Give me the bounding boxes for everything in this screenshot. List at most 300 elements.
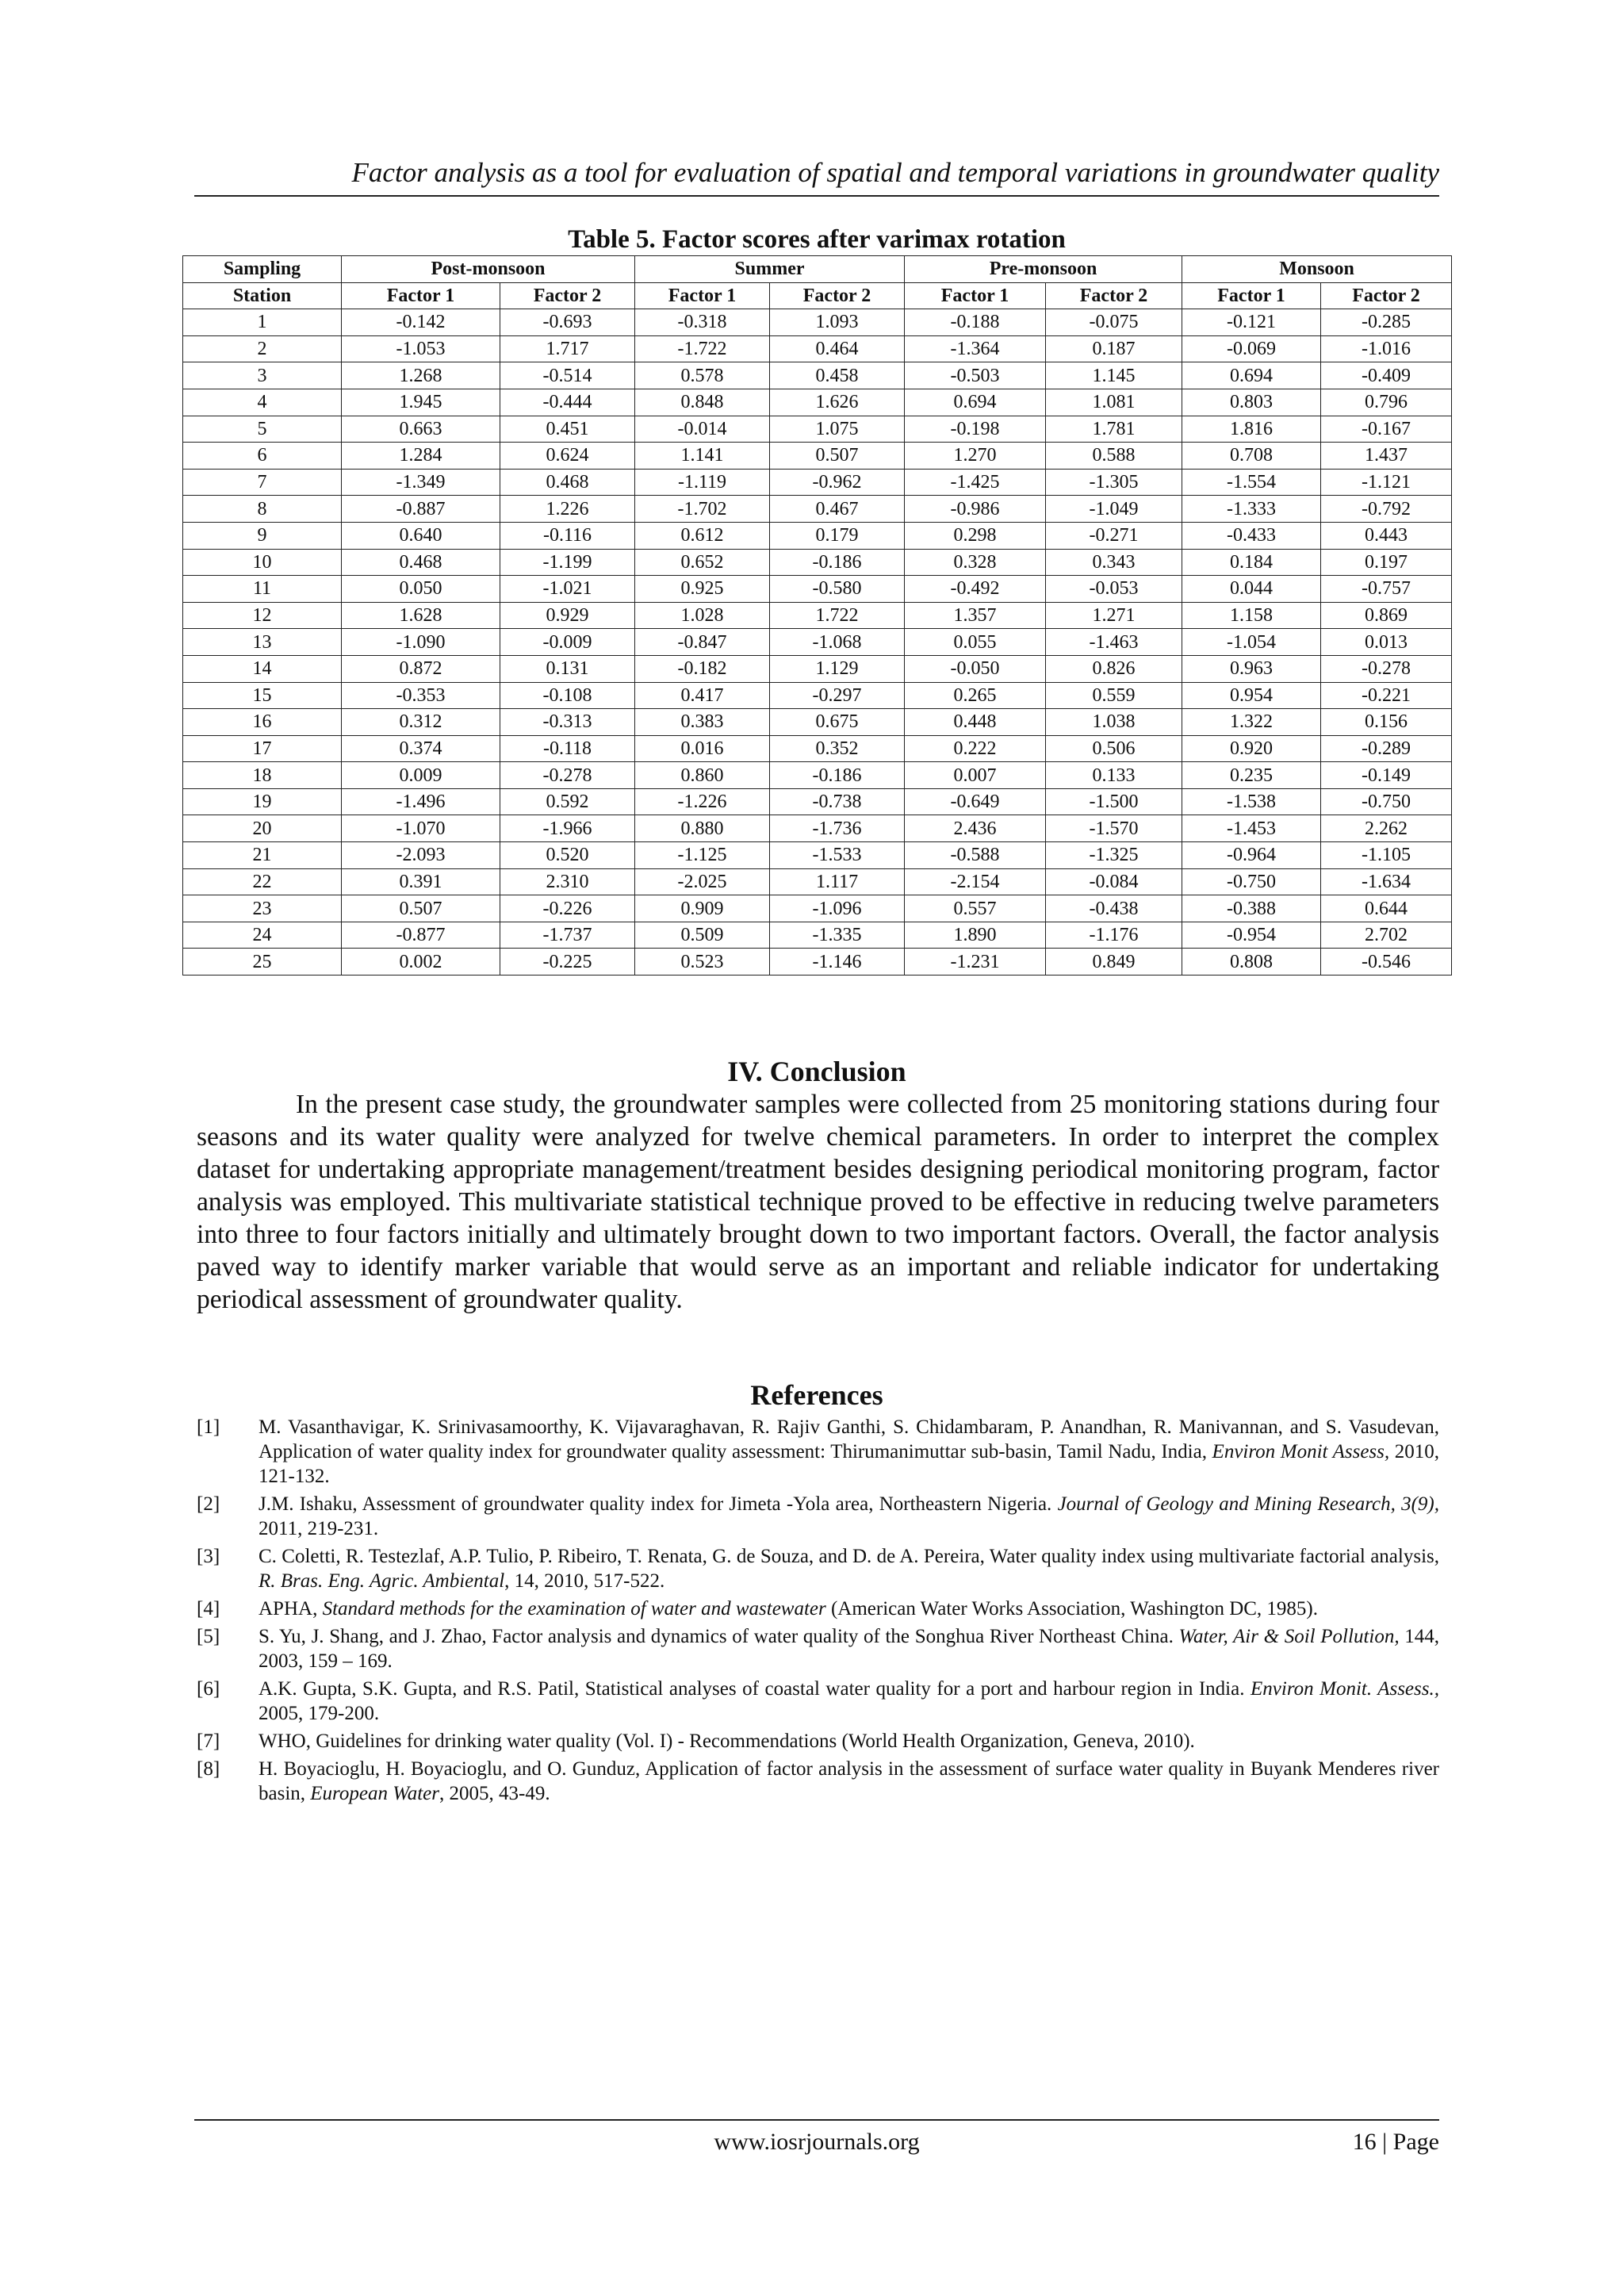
score-cell: 1.890 <box>905 922 1046 949</box>
reference-number: [4] <box>197 1598 220 1619</box>
score-cell: -1.231 <box>905 949 1046 976</box>
score-cell: 0.055 <box>905 629 1046 656</box>
station-cell: 4 <box>183 389 342 416</box>
factor-scores-table <box>182 255 1452 976</box>
score-cell: 0.624 <box>500 443 635 470</box>
footer-rule <box>194 2119 1439 2121</box>
station-cell: 25 <box>183 949 342 976</box>
score-cell: 1.717 <box>500 335 635 362</box>
score-cell: 0.803 <box>1182 389 1321 416</box>
score-cell: -1.096 <box>770 895 905 922</box>
station-cell: 14 <box>183 655 342 682</box>
score-cell: 1.028 <box>635 602 770 629</box>
footer-page-number: 16 | Page <box>1352 2129 1439 2155</box>
reference-number: [3] <box>197 1546 220 1567</box>
score-cell: 0.578 <box>635 362 770 389</box>
score-cell: 1.081 <box>1046 389 1182 416</box>
table-caption: Table 5. Factor scores after varimax rotation <box>568 225 1066 254</box>
score-cell: -0.649 <box>905 788 1046 815</box>
score-cell: -1.736 <box>770 815 905 842</box>
score-cell: 0.352 <box>770 735 905 762</box>
reference-body: A.K. Gupta, S.K. Gupta, and R.S. Patil, Statistical analyses of coastal water quality for a port and harbour region in India. <box>259 1678 1251 1700</box>
score-cell: 0.559 <box>1046 682 1182 709</box>
score-cell: 0.612 <box>635 522 770 549</box>
score-cell: -1.070 <box>342 815 500 842</box>
reference-journal: Environ Monit. Assess., <box>1251 1678 1439 1700</box>
score-cell: -0.050 <box>905 655 1046 682</box>
score-cell: 0.708 <box>1182 443 1321 470</box>
conclusion-title: IV. Conclusion <box>727 1056 906 1087</box>
reference-text <box>259 1415 1439 1489</box>
score-cell: 1.075 <box>770 416 905 443</box>
table-row <box>183 788 1452 815</box>
score-cell: 0.184 <box>1182 549 1321 576</box>
score-cell: 1.626 <box>770 389 905 416</box>
reference-number: [5] <box>197 1626 220 1647</box>
score-cell: 0.197 <box>1321 549 1452 576</box>
reference-number: [7] <box>197 1731 220 1752</box>
reference-item <box>197 1415 1439 1489</box>
score-cell: -0.142 <box>342 309 500 336</box>
score-cell: 0.507 <box>770 443 905 470</box>
reference-text <box>259 1624 1439 1673</box>
score-cell: 2.702 <box>1321 922 1452 949</box>
reference-tail: 144, 2003, 159 – 169. <box>259 1626 1440 1672</box>
score-cell: 0.448 <box>905 709 1046 736</box>
conclusion-body <box>197 1088 1439 1316</box>
score-cell: 1.129 <box>770 655 905 682</box>
score-cell: -0.198 <box>905 416 1046 443</box>
score-cell: 0.383 <box>635 709 770 736</box>
reference-tail: 2011, 219-231. <box>259 1518 379 1539</box>
reference-item <box>197 1492 1439 1541</box>
score-cell: -1.463 <box>1046 629 1182 656</box>
station-cell: 9 <box>183 522 342 549</box>
score-cell: 0.265 <box>905 682 1046 709</box>
table-row <box>183 522 1452 549</box>
score-cell: 0.509 <box>635 922 770 949</box>
score-cell: -1.737 <box>500 922 635 949</box>
score-cell: -1.105 <box>1321 842 1452 869</box>
score-cell: 0.328 <box>905 549 1046 576</box>
score-cell: -0.877 <box>342 922 500 949</box>
score-cell: -0.186 <box>770 762 905 789</box>
score-cell: -1.176 <box>1046 922 1182 949</box>
score-cell: 0.663 <box>342 416 500 443</box>
score-cell: 1.628 <box>342 602 500 629</box>
score-cell: 1.437 <box>1321 443 1452 470</box>
score-cell: -1.016 <box>1321 335 1452 362</box>
score-cell: -0.738 <box>770 788 905 815</box>
reference-journal: European Water <box>310 1783 440 1804</box>
table-row <box>183 655 1452 682</box>
score-cell: 1.145 <box>1046 362 1182 389</box>
table-row <box>183 469 1452 496</box>
score-cell: 1.781 <box>1046 416 1182 443</box>
score-cell: -1.121 <box>1321 469 1452 496</box>
conclusion-paragraph: In the present case study, the groundwater samples were collected from 25 monitoring stations during four seasons and its water quality were analyzed for twelve chemical parameters. In order to interpret the complex dataset for undertaking appropriate management/treatment besides designing periodical monitoring program, factor analysis was employed. This multivariate statistical technique proved to be effective in reducing twelve parameters into three to four factors initially and ultimately brought down to two important factors. Overall, the factor analysis paved way to identify marker variable that would serve as an important and reliable indicator for undertaking periodical assessment of groundwater quality. <box>197 1090 1439 1314</box>
score-cell: -1.722 <box>635 335 770 362</box>
station-cell: 18 <box>183 762 342 789</box>
reference-text <box>259 1677 1439 1726</box>
reference-body: C. Coletti, R. Testezlaf, A.P. Tulio, P. Ribeiro, T. Renata, G. de Souza, and D. de A. Pereira, Water quality index using multivariate factorial analysis, <box>259 1546 1439 1567</box>
score-cell: -0.014 <box>635 416 770 443</box>
score-cell: -1.453 <box>1182 815 1321 842</box>
score-cell: -0.353 <box>342 682 500 709</box>
score-cell: -0.964 <box>1182 842 1321 869</box>
score-cell: 2.436 <box>905 815 1046 842</box>
score-cell: -1.125 <box>635 842 770 869</box>
reference-number: [2] <box>197 1493 220 1515</box>
score-cell: 0.872 <box>342 655 500 682</box>
table-row <box>183 949 1452 976</box>
score-cell: 0.016 <box>635 735 770 762</box>
table-row <box>183 815 1452 842</box>
score-cell: -0.285 <box>1321 309 1452 336</box>
table-row <box>183 868 1452 895</box>
station-cell: 7 <box>183 469 342 496</box>
score-cell: -0.503 <box>905 362 1046 389</box>
reference-body: APHA, <box>259 1598 323 1619</box>
score-cell: 0.464 <box>770 335 905 362</box>
score-cell: 1.117 <box>770 868 905 895</box>
score-cell: 0.417 <box>635 682 770 709</box>
reference-body: WHO, Guidelines for drinking water quality (Vol. I) - Recommendations (World Health Organization, Geneva, 2010). <box>259 1731 1195 1752</box>
table-row <box>183 576 1452 603</box>
score-cell: 0.222 <box>905 735 1046 762</box>
reference-body: S. Yu, J. Shang, and J. Zhao, Factor analysis and dynamics of water quality of the Songhua River Northeast China. <box>259 1626 1179 1647</box>
score-cell: 0.312 <box>342 709 500 736</box>
score-cell: -0.962 <box>770 469 905 496</box>
score-cell: 0.451 <box>500 416 635 443</box>
score-cell: 0.235 <box>1182 762 1321 789</box>
score-cell: 0.694 <box>905 389 1046 416</box>
reference-item <box>197 1624 1439 1673</box>
score-cell: 0.050 <box>342 576 500 603</box>
score-cell: -2.154 <box>905 868 1046 895</box>
score-cell: -1.500 <box>1046 788 1182 815</box>
score-cell: 0.131 <box>500 655 635 682</box>
score-cell: 1.722 <box>770 602 905 629</box>
season-header: Monsoon <box>1182 256 1452 283</box>
score-cell: -0.792 <box>1321 496 1452 523</box>
station-cell: 2 <box>183 335 342 362</box>
station-cell: 16 <box>183 709 342 736</box>
score-cell: 0.848 <box>635 389 770 416</box>
score-cell: 0.925 <box>635 576 770 603</box>
score-cell: -1.538 <box>1182 788 1321 815</box>
running-header: Factor analysis as a tool for evaluation of spatial and temporal variations in groundwater quality <box>351 157 1439 188</box>
score-cell: -1.364 <box>905 335 1046 362</box>
score-cell: -0.514 <box>500 362 635 389</box>
reference-item <box>197 1596 1439 1621</box>
score-cell: 1.158 <box>1182 602 1321 629</box>
score-cell: 0.187 <box>1046 335 1182 362</box>
score-cell: 0.869 <box>1321 602 1452 629</box>
reference-item <box>197 1544 1439 1593</box>
score-cell: 0.954 <box>1182 682 1321 709</box>
score-cell: 1.816 <box>1182 416 1321 443</box>
score-cell: 0.588 <box>1046 443 1182 470</box>
score-cell: -1.702 <box>635 496 770 523</box>
reference-tail: , 2005, 43-49. <box>439 1783 550 1804</box>
station-header: Sampling <box>183 256 342 283</box>
score-cell: -0.221 <box>1321 682 1452 709</box>
score-cell: -1.119 <box>635 469 770 496</box>
score-cell: -0.118 <box>500 735 635 762</box>
score-cell: 1.226 <box>500 496 635 523</box>
factor-header: Factor 1 <box>1182 282 1321 309</box>
score-cell: 0.007 <box>905 762 1046 789</box>
score-cell: -1.533 <box>770 842 905 869</box>
header-row-seasons <box>183 256 1452 283</box>
reference-item <box>197 1729 1439 1754</box>
score-cell: 0.640 <box>342 522 500 549</box>
score-cell: -1.090 <box>342 629 500 656</box>
score-cell: -1.325 <box>1046 842 1182 869</box>
station-cell: 8 <box>183 496 342 523</box>
reference-tail: , 14, 2010, 517-522. <box>504 1570 665 1592</box>
table-row <box>183 549 1452 576</box>
score-cell: 0.458 <box>770 362 905 389</box>
reference-list <box>197 1415 1439 1809</box>
score-cell: 0.002 <box>342 949 500 976</box>
reference-journal: Journal of Geology and Mining Research, 3(9), <box>1057 1493 1439 1515</box>
score-cell: -0.847 <box>635 629 770 656</box>
score-cell: -0.108 <box>500 682 635 709</box>
reference-journal: Environ Monit Assess, <box>1212 1441 1390 1462</box>
score-cell: -1.053 <box>342 335 500 362</box>
score-cell: -0.318 <box>635 309 770 336</box>
score-cell: -0.297 <box>770 682 905 709</box>
reference-text <box>259 1729 1439 1754</box>
factor-header: Factor 2 <box>1046 282 1182 309</box>
table-body <box>183 309 1452 976</box>
score-cell: -0.116 <box>500 522 635 549</box>
reference-item <box>197 1677 1439 1726</box>
station-cell: 24 <box>183 922 342 949</box>
score-cell: 1.357 <box>905 602 1046 629</box>
score-cell: 0.849 <box>1046 949 1182 976</box>
score-cell: -0.887 <box>342 496 500 523</box>
score-cell: -0.225 <box>500 949 635 976</box>
station-cell: 11 <box>183 576 342 603</box>
score-cell: -1.199 <box>500 549 635 576</box>
score-cell: -0.750 <box>1321 788 1452 815</box>
table-row <box>183 309 1452 336</box>
station-cell: 1 <box>183 309 342 336</box>
table-row <box>183 335 1452 362</box>
table-row <box>183 443 1452 470</box>
score-cell: 0.808 <box>1182 949 1321 976</box>
table-row <box>183 389 1452 416</box>
factor-header: Factor 1 <box>342 282 500 309</box>
score-cell: -1.966 <box>500 815 635 842</box>
score-cell: -0.182 <box>635 655 770 682</box>
score-cell: 0.520 <box>500 842 635 869</box>
reference-body: H. Boyacioglu, H. Boyacioglu, and O. Gunduz, Application of factor analysis in the assessment of surface water quality in Buyank Menderes river basin, <box>259 1758 1439 1804</box>
score-cell: 1.284 <box>342 443 500 470</box>
score-cell: 0.468 <box>342 549 500 576</box>
table-row <box>183 922 1452 949</box>
reference-tail: 2005, 179-200. <box>259 1703 380 1724</box>
table-row <box>183 842 1452 869</box>
score-cell: -0.580 <box>770 576 905 603</box>
reference-text <box>259 1492 1439 1541</box>
score-cell: -1.335 <box>770 922 905 949</box>
station-cell: 13 <box>183 629 342 656</box>
season-header: Summer <box>635 256 905 283</box>
station-cell: 12 <box>183 602 342 629</box>
score-cell: 0.963 <box>1182 655 1321 682</box>
score-cell: -0.313 <box>500 709 635 736</box>
reference-tail: 2010, 121-132. <box>259 1441 1439 1487</box>
score-cell: -0.954 <box>1182 922 1321 949</box>
score-cell: -0.388 <box>1182 895 1321 922</box>
score-cell: 0.920 <box>1182 735 1321 762</box>
score-cell: -0.757 <box>1321 576 1452 603</box>
score-cell: 0.826 <box>1046 655 1182 682</box>
score-cell: -0.075 <box>1046 309 1182 336</box>
score-cell: -1.049 <box>1046 496 1182 523</box>
score-cell: -1.054 <box>1182 629 1321 656</box>
table-row <box>183 602 1452 629</box>
score-cell: 1.141 <box>635 443 770 470</box>
score-cell: -1.496 <box>342 788 500 815</box>
score-cell: 0.009 <box>342 762 500 789</box>
reference-text <box>259 1544 1439 1593</box>
score-cell: -0.084 <box>1046 868 1182 895</box>
score-cell: -2.093 <box>342 842 500 869</box>
score-cell: -0.693 <box>500 309 635 336</box>
score-cell: -0.433 <box>1182 522 1321 549</box>
score-cell: 0.467 <box>770 496 905 523</box>
score-cell: -0.121 <box>1182 309 1321 336</box>
score-cell: 0.298 <box>905 522 1046 549</box>
score-cell: 2.262 <box>1321 815 1452 842</box>
score-cell: 1.268 <box>342 362 500 389</box>
reference-text <box>259 1596 1439 1621</box>
score-cell: 0.468 <box>500 469 635 496</box>
score-cell: -0.186 <box>770 549 905 576</box>
table-row <box>183 362 1452 389</box>
table-row <box>183 496 1452 523</box>
score-cell: -0.226 <box>500 895 635 922</box>
table-row <box>183 895 1452 922</box>
score-cell: 0.133 <box>1046 762 1182 789</box>
score-cell: 0.044 <box>1182 576 1321 603</box>
reference-tail: (American Water Works Association, Washington DC, 1985). <box>825 1598 1318 1619</box>
score-cell: -0.444 <box>500 389 635 416</box>
score-cell: -0.149 <box>1321 762 1452 789</box>
score-cell: 1.093 <box>770 309 905 336</box>
factor-header: Factor 1 <box>635 282 770 309</box>
score-cell: -0.546 <box>1321 949 1452 976</box>
score-cell: -0.009 <box>500 629 635 656</box>
table-row <box>183 709 1452 736</box>
score-cell: -2.025 <box>635 868 770 895</box>
score-cell: 0.391 <box>342 868 500 895</box>
score-cell: -1.021 <box>500 576 635 603</box>
score-cell: -1.333 <box>1182 496 1321 523</box>
station-cell: 22 <box>183 868 342 895</box>
score-cell: 0.694 <box>1182 362 1321 389</box>
score-cell: -0.271 <box>1046 522 1182 549</box>
table-row <box>183 735 1452 762</box>
table-row <box>183 762 1452 789</box>
score-cell: -0.053 <box>1046 576 1182 603</box>
reference-number: [1] <box>197 1416 220 1438</box>
score-cell: -0.750 <box>1182 868 1321 895</box>
factor-header: Factor 1 <box>905 282 1046 309</box>
reference-body: M. Vasanthavigar, K. Srinivasamoorthy, K. Vijavaraghavan, R. Rajiv Ganthi, S. Chidambaram, P. Anandhan, R. Manivannan, and S. Vasudevan, Application of water quality index for groundwater quality assessment: Thirumanimuttar sub-basin, Tamil Nadu, India, <box>259 1416 1439 1462</box>
station-cell: 23 <box>183 895 342 922</box>
score-cell: -1.226 <box>635 788 770 815</box>
station-cell: 20 <box>183 815 342 842</box>
station-header: Station <box>183 282 342 309</box>
score-cell: 0.860 <box>635 762 770 789</box>
score-cell: 2.310 <box>500 868 635 895</box>
station-cell: 19 <box>183 788 342 815</box>
score-cell: 0.179 <box>770 522 905 549</box>
reference-body: J.M. Ishaku, Assessment of groundwater quality index for Jimeta -Yola area, Northeastern Nigeria. <box>259 1493 1058 1515</box>
score-cell: 0.443 <box>1321 522 1452 549</box>
reference-number: [6] <box>197 1678 220 1700</box>
station-cell: 10 <box>183 549 342 576</box>
score-cell: -0.986 <box>905 496 1046 523</box>
score-cell: 1.322 <box>1182 709 1321 736</box>
header-row-factors <box>183 282 1452 309</box>
score-cell: 0.929 <box>500 602 635 629</box>
score-cell: -1.570 <box>1046 815 1182 842</box>
table-row <box>183 416 1452 443</box>
factor-header: Factor 2 <box>770 282 905 309</box>
score-cell: 0.507 <box>342 895 500 922</box>
score-cell: 0.880 <box>635 815 770 842</box>
score-cell: -0.409 <box>1321 362 1452 389</box>
station-cell: 3 <box>183 362 342 389</box>
score-cell: 1.271 <box>1046 602 1182 629</box>
station-cell: 15 <box>183 682 342 709</box>
score-cell: 1.038 <box>1046 709 1182 736</box>
score-cell: -1.425 <box>905 469 1046 496</box>
score-cell: -0.167 <box>1321 416 1452 443</box>
score-cell: 0.343 <box>1046 549 1182 576</box>
station-cell: 21 <box>183 842 342 869</box>
factor-header: Factor 2 <box>500 282 635 309</box>
reference-journal: R. Bras. Eng. Agric. Ambiental <box>259 1570 505 1592</box>
score-cell: -1.305 <box>1046 469 1182 496</box>
score-cell: -1.068 <box>770 629 905 656</box>
table-row <box>183 629 1452 656</box>
table-row <box>183 682 1452 709</box>
score-cell: -0.438 <box>1046 895 1182 922</box>
score-cell: 0.523 <box>635 949 770 976</box>
score-cell: 0.506 <box>1046 735 1182 762</box>
score-cell: 0.557 <box>905 895 1046 922</box>
station-cell: 6 <box>183 443 342 470</box>
references-title: References <box>750 1379 883 1411</box>
reference-journal: Water, Air & Soil Pollution, <box>1178 1626 1400 1647</box>
score-cell: -0.289 <box>1321 735 1452 762</box>
header-rule <box>194 195 1439 197</box>
score-cell: 0.796 <box>1321 389 1452 416</box>
station-cell: 17 <box>183 735 342 762</box>
score-cell: -0.278 <box>500 762 635 789</box>
score-cell: 1.945 <box>342 389 500 416</box>
score-cell: -1.146 <box>770 949 905 976</box>
score-cell: 0.592 <box>500 788 635 815</box>
